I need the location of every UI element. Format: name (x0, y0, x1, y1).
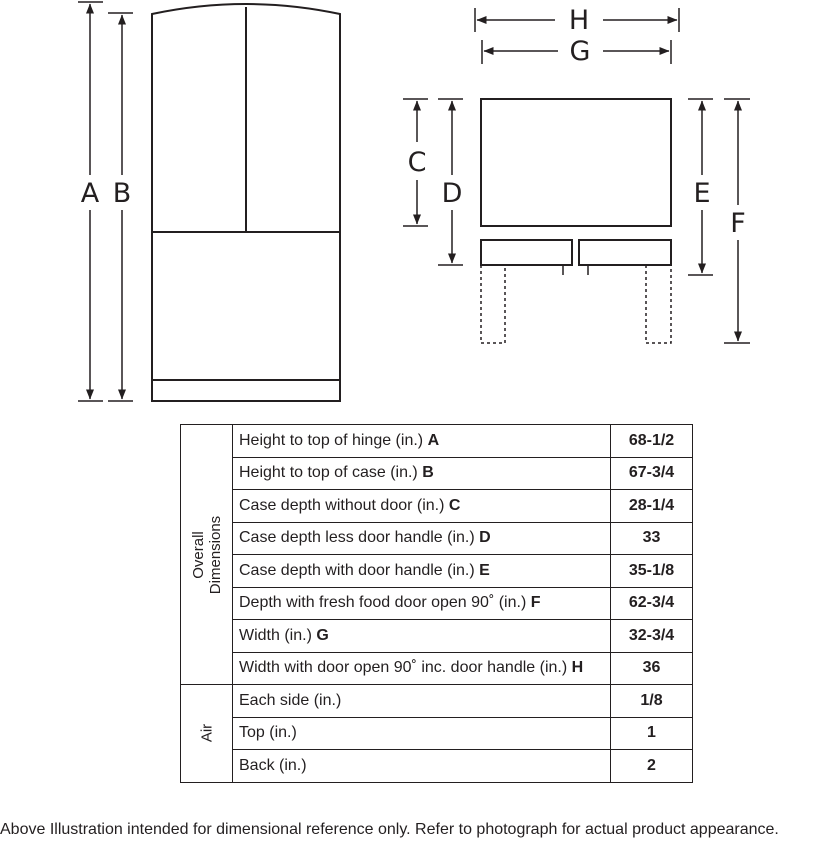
group-label-overall-dimensions (190, 515, 224, 593)
open-door-swing-right (646, 265, 671, 343)
row-value: 1 (611, 717, 693, 750)
row-label: Case depth less door handle (in.) D (233, 522, 611, 555)
row-value: 67-3/4 (611, 457, 693, 490)
table-row (181, 717, 693, 750)
row-label: Back (in.) (233, 750, 611, 783)
group-label-air (198, 724, 215, 742)
row-label: Top (in.) (233, 717, 611, 750)
label-h: H (568, 5, 590, 36)
dimension-a (78, 2, 103, 401)
group-label-line: Dimensions (206, 515, 224, 594)
row-label: Width (in.) G (233, 620, 611, 653)
row-value: 2 (611, 750, 693, 783)
table-row (181, 490, 693, 523)
table-row (181, 620, 693, 653)
row-label: Case depth with door handle (in.) E (233, 555, 611, 588)
table-row (181, 652, 693, 685)
dimension-g (482, 36, 671, 67)
label-e: E (693, 178, 711, 209)
group-label-line: Air (198, 724, 215, 743)
row-label: Each side (in.) (233, 685, 611, 718)
label-b: B (112, 178, 132, 209)
dimension-b (108, 13, 133, 401)
label-c: C (407, 147, 427, 178)
table-row (181, 425, 693, 458)
label-g: G (569, 36, 591, 67)
row-value: 35-1/8 (611, 555, 693, 588)
top-view-left-door (481, 240, 572, 265)
row-label: Case depth without door (in.) C (233, 490, 611, 523)
group-overall-dimensions (181, 425, 233, 685)
table-row (181, 685, 693, 718)
row-label: Width with door open 90˚ inc. door handle (in.) H (233, 652, 611, 685)
row-value: 36 (611, 652, 693, 685)
row-label: Height to top of case (in.) B (233, 457, 611, 490)
label-d: D (441, 178, 463, 209)
dimension-f (724, 99, 750, 343)
row-value: 33 (611, 522, 693, 555)
row-value: 62-3/4 (611, 587, 693, 620)
group-air (181, 685, 233, 783)
top-view-right-door (579, 240, 671, 265)
front-view (152, 4, 340, 401)
top-view-case (481, 99, 671, 226)
row-label: Depth with fresh food door open 90˚ (in.) F (233, 587, 611, 620)
table-row (181, 750, 693, 783)
group-label-line: Overall (189, 530, 207, 579)
footnote: Above Illustration intended for dimensional reference only. Refer to photograph for actual product appearance. (0, 821, 779, 838)
table-row (181, 555, 693, 588)
row-label: Height to top of hinge (in.) A (233, 425, 611, 458)
dimension-c (403, 99, 428, 226)
dimension-d (438, 99, 463, 265)
top-view (481, 99, 671, 343)
row-value: 1/8 (611, 685, 693, 718)
table-row (181, 587, 693, 620)
row-value: 28-1/4 (611, 490, 693, 523)
row-value: 68-1/2 (611, 425, 693, 458)
refrigerator-dimension-diagram (0, 0, 828, 420)
open-door-swing-left (481, 265, 505, 343)
table-row (181, 457, 693, 490)
dimensions-table (180, 424, 693, 783)
label-f: F (730, 208, 746, 239)
dimension-h (475, 5, 679, 36)
dimension-e (688, 99, 713, 275)
table-row (181, 522, 693, 555)
label-a: A (80, 178, 100, 209)
row-value: 32-3/4 (611, 620, 693, 653)
